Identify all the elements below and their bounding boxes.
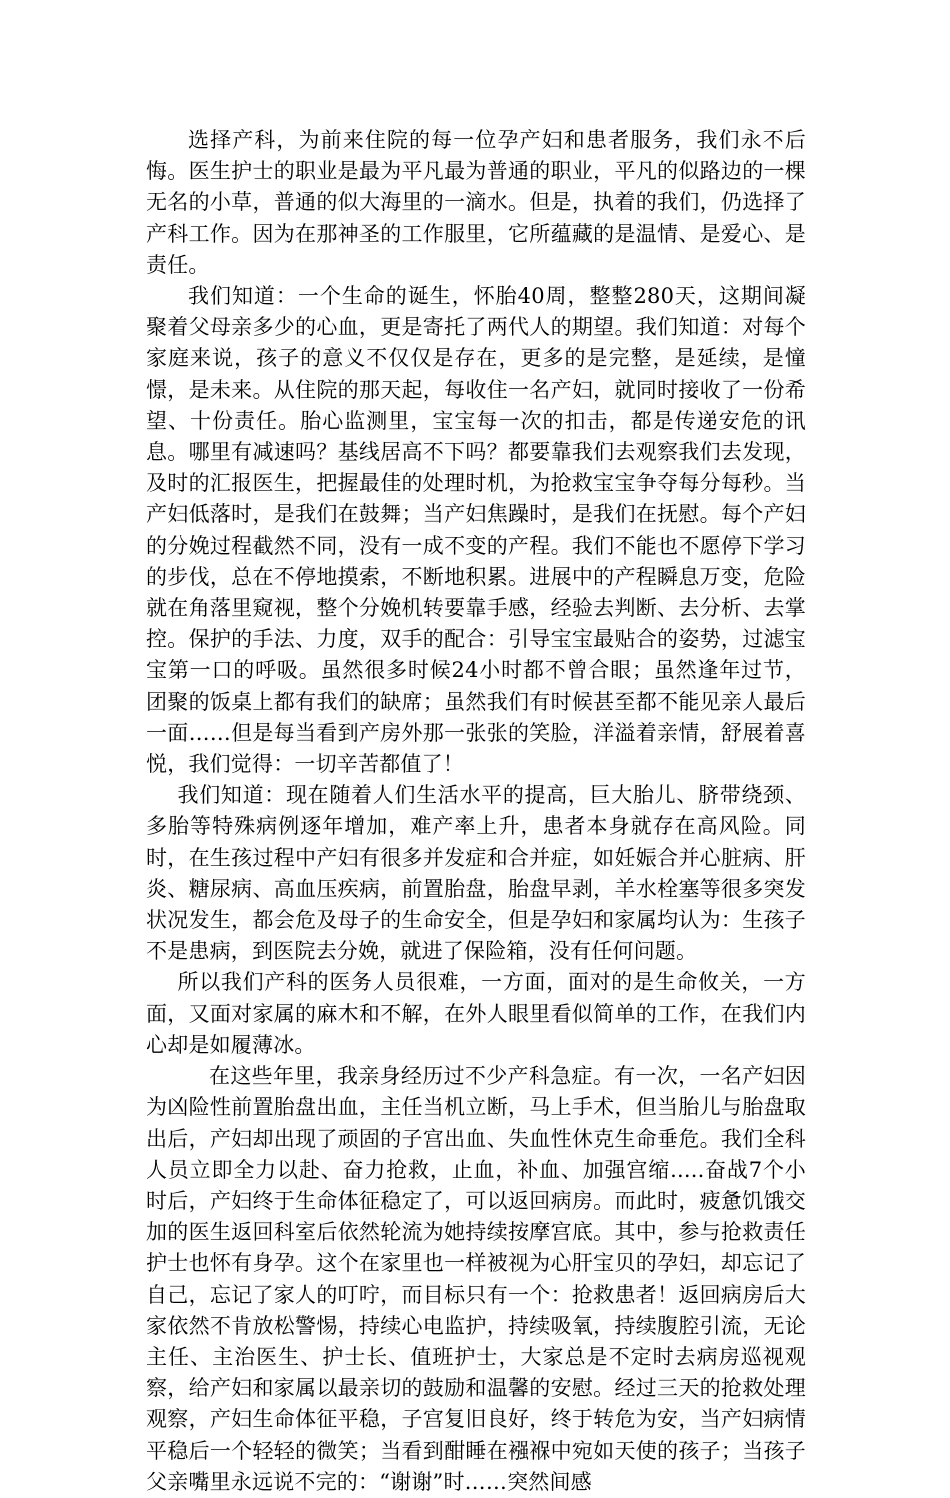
paragraph-medical-staff-difficulty: 所以我们产科的医务人员很难，一方面，面对的是生命攸关，一方面，又面对家属的麻木和不解，在外人眼里看似简单的工作，在我们内心却是如履薄冰。 <box>146 970 806 1057</box>
document-body <box>146 125 806 1498</box>
paragraph-birth-of-life: 我们知道：一个生命的诞生，怀胎40周，整整280天，这期间凝聚着父母亲多少的心血，更是寄托了两代人的期望。我们知道：对每个家庭来说，孩子的意义不仅仅是存在，更多的是完整，是延续，是憧憬，是未来。从住院的那天起，每收住一名产妇，就同时接收了一份希望、十份责任。胎心监测里，宝宝每一次的扣击，都是传递安危的讯息。哪里有减速吗？基线居高不下吗？都要靠我们去观察我们去发现，及时的汇报医生，把握最佳的处理时机，为抢救宝宝争夺每分每秒。当产妇低落时，是我们在鼓舞；当产妇焦躁时，是我们在抚慰。每个产妇的分娩过程截然不同，没有一成不变的产程。我们不能也不愿停下学习的步伐，总在不停地摸索，不断地积累。进展中的产程瞬息万变，危险就在角落里窥视，整个分娩机转要靠手感，经验去判断、去分析、去掌控。保护的手法、力度，双手的配合：引导宝宝最贴合的姿势，过滤宝宝第一口的呼吸。虽然很多时候24小时都不曾合眼；虽然逢年过节，团聚的饭桌上都有我们的缺席；虽然我们有时候甚至都不能见亲人最后一面……但是每当看到产房外那一张张的笑脸，洋溢着亲情，舒展着喜悦，我们觉得：一切辛苦都值了！ <box>146 284 806 777</box>
paragraph-high-risk-cases: 我们知道：现在随着人们生活水平的提高，巨大胎儿、脐带绕颈、多胎等特殊病例逐年增加，难产率上升，患者本身就存在高风险。同时，在生孩过程中产妇有很多并发症和合并症，如妊娠合并心脏病、肝炎、糖尿病、高血压疾病，前置胎盘，胎盘早剥，羊水栓塞等很多突发状况发生，都会危及母子的生命安全，但是孕妇和家属均认为：生孩子不是患病，到医院去分娩，就进了保险箱，没有任何问题。 <box>146 783 806 964</box>
paragraph-choosing-obstetrics: 选择产科，为前来住院的每一位孕产妇和患者服务，我们永不后悔。医生护士的职业是最为平凡最为普通的职业，平凡的似路边的一棵无名的小草，普通的似大海里的一滴水。但是，执着的我们，仍选择了产科工作。因为在那神圣的工作服里，它所蕴藏的是温情、是爱心、是责任。 <box>146 128 806 277</box>
paragraph-emergency-experience: 在这些年里，我亲身经历过不少产科急症。有一次，一名产妇因为凶险性前置胎盘出血，主任当机立断，马上手术，但当胎儿与胎盘取出后，产妇却出现了顽固的子宫出血、失血性休克生命垂危。我们全科人员立即全力以赴、奋力抢救，止血，补血、加强宫缩.....奋战7个小时后，产妇终于生命体征稳定了，可以返回病房。而此时，疲惫饥饿交加的医生返回科室后依然轮流为她持续按摩宫底。其中，参与抢救责任护士也怀有身孕。这个在家里也一样被视为心肝宝贝的孕妇，却忘记了自己，忘记了家人的叮咛，而目标只有一个：抢救患者！返回病房后大家依然不肯放松警惕，持续心电监护，持续吸氧，持续腹腔引流，无论主任、主治医生、护士长、值班护士，大家总是不定时去病房巡视观察，给产妇和家属以最亲切的鼓励和温馨的安慰。经过三天的抢救处理观察，产妇生命体征平稳，子宫复旧良好，终于转危为安，当产妇病情平稳后一个轻轻的微笑；当看到酣睡在襁褓中宛如天使的孩子；当孩子父亲嘴里永远说不完的：“谢谢”时……突然间感 <box>146 1064 806 1494</box>
